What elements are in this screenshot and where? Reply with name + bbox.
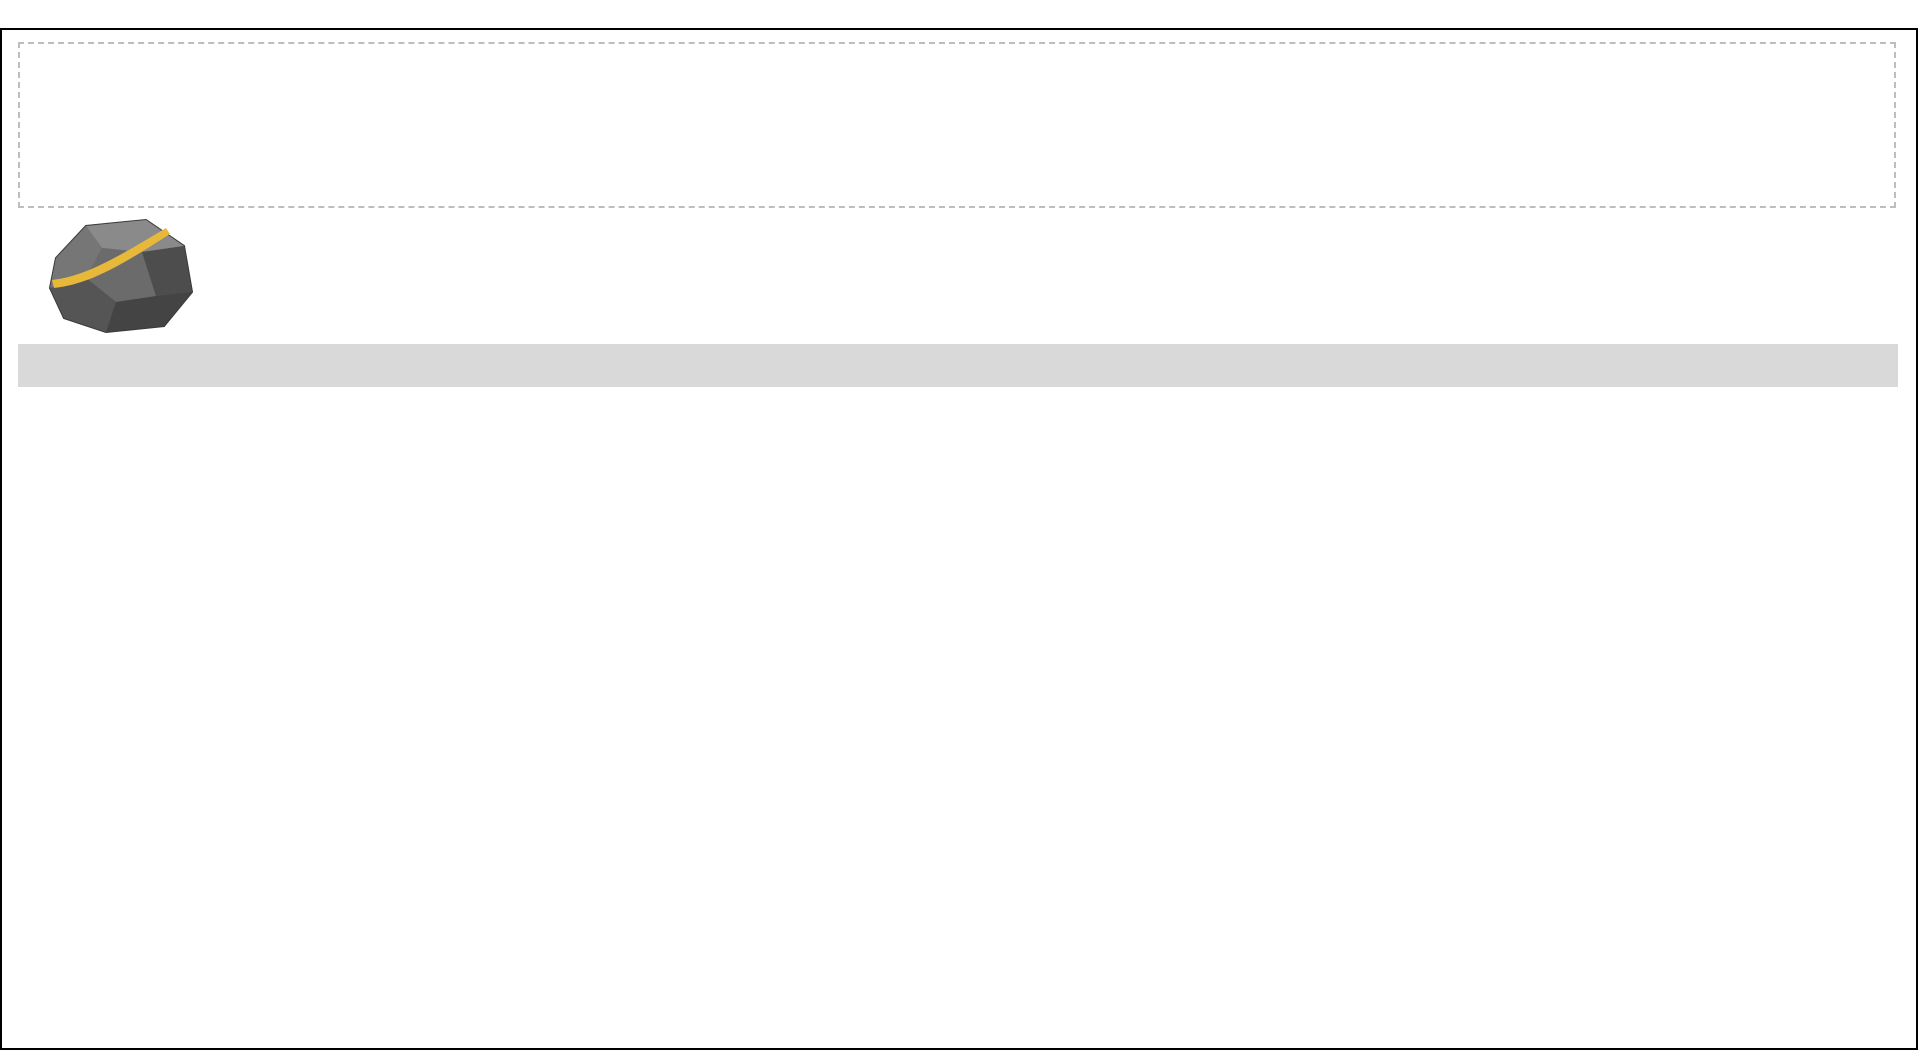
- peers-header-row: [18, 344, 1898, 384]
- banner-placeholder: [18, 42, 1896, 208]
- rock-ore-icon: [46, 218, 196, 336]
- peers-header-label: [22, 344, 1222, 384]
